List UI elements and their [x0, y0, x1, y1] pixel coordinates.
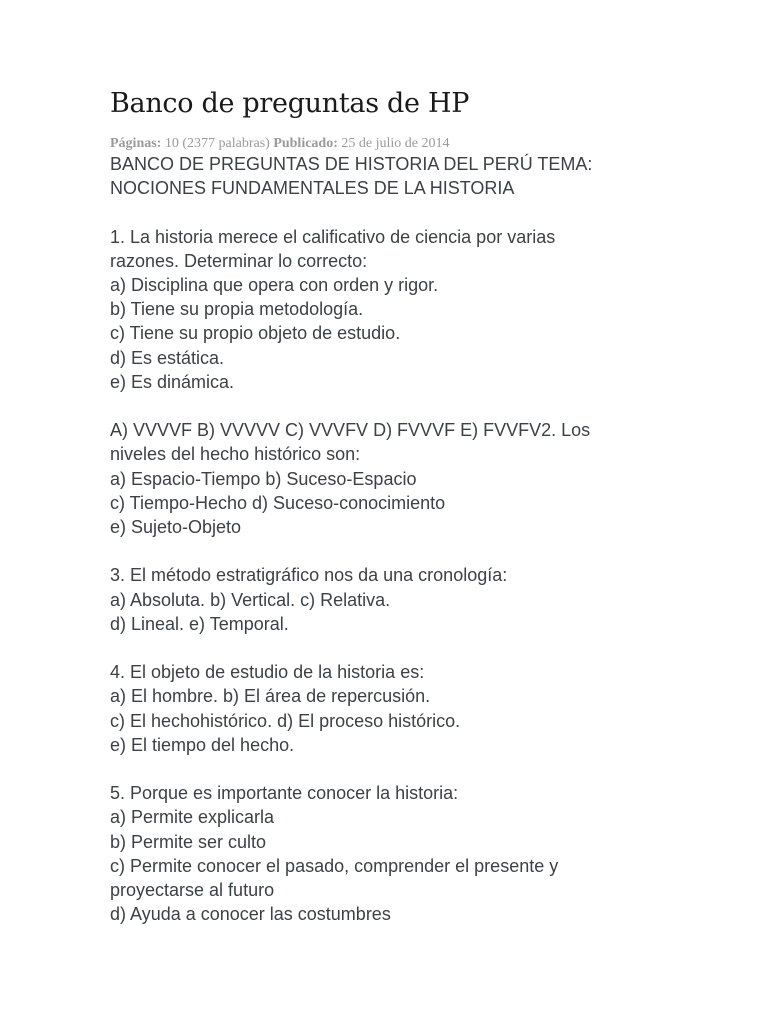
- text-line: d) Lineal. e) Temporal.: [110, 613, 289, 634]
- text-line: d) Es estática.: [110, 347, 225, 368]
- text-line: a) Permite explicarla: [110, 807, 275, 828]
- text-line: c) El hechohistórico. d) El proceso histórico.: [110, 710, 461, 731]
- question-5: [110, 781, 730, 926]
- document-body: [110, 152, 730, 926]
- text-line: e) Sujeto-Objeto: [110, 517, 242, 538]
- text-line: A) VVVVF B) VVVVV C) VVVFV D) FVVVF E) FVVFV2. Los: [110, 420, 591, 441]
- text-line: e) Es dinámica.: [110, 371, 235, 392]
- published-label: Publicado:: [273, 136, 338, 151]
- question-1: [110, 225, 730, 394]
- text-line: e) El tiempo del hecho.: [110, 734, 295, 755]
- text-line: 4. El objeto de estudio de la historia es:: [110, 662, 425, 683]
- text-line: 3. El método estratigráfico nos da una cronología:: [110, 565, 508, 586]
- text-line: a) Espacio-Tiempo b) Suceso-Espacio: [110, 468, 417, 489]
- text-line: razones. Determinar lo correcto:: [110, 250, 368, 271]
- text-line: c) Permite conocer el pasado, comprender el presente y: [110, 855, 559, 876]
- text-line: a) Absoluta. b) Vertical. c) Relativa.: [110, 589, 391, 610]
- published-value: 25 de julio de 2014: [337, 136, 450, 151]
- text-line: 5. Porque es importante conocer la historia:: [110, 783, 459, 804]
- heading-line: NOCIONES FUNDAMENTALES DE LA HISTORIA: [110, 178, 515, 199]
- text-line: proyectarse al futuro: [110, 880, 275, 901]
- question-2: [110, 418, 730, 539]
- document-page: [110, 86, 730, 951]
- document-heading: [110, 152, 730, 200]
- pages-label: Páginas:: [110, 136, 162, 151]
- text-line: b) Permite ser culto: [110, 831, 267, 852]
- question-3: [110, 563, 730, 636]
- text-line: c) Tiempo-Hecho d) Suceso-conocimiento: [110, 492, 446, 513]
- text-line: niveles del hecho histórico son:: [110, 444, 361, 465]
- text-line: b) Tiene su propia metodología.: [110, 299, 364, 320]
- heading-line: BANCO DE PREGUNTAS DE HISTORIA DEL PERÚ TEMA:: [110, 154, 593, 174]
- text-line: d) Ayuda a conocer las costumbres: [110, 904, 391, 925]
- document-meta: [110, 136, 730, 152]
- text-line: a) Disciplina que opera con orden y rigor.: [110, 275, 439, 295]
- text-line: a) El hombre. b) El área de repercusión.: [110, 686, 431, 707]
- question-4: [110, 660, 730, 757]
- text-line: c) Tiene su propio objeto de estudio.: [110, 323, 401, 344]
- text-line: 1. La historia merece el calificativo de ciencia por varias: [110, 226, 556, 247]
- document-title: Banco de preguntas de HP: [110, 88, 470, 119]
- pages-value: 10 (2377 palabras): [161, 136, 274, 151]
